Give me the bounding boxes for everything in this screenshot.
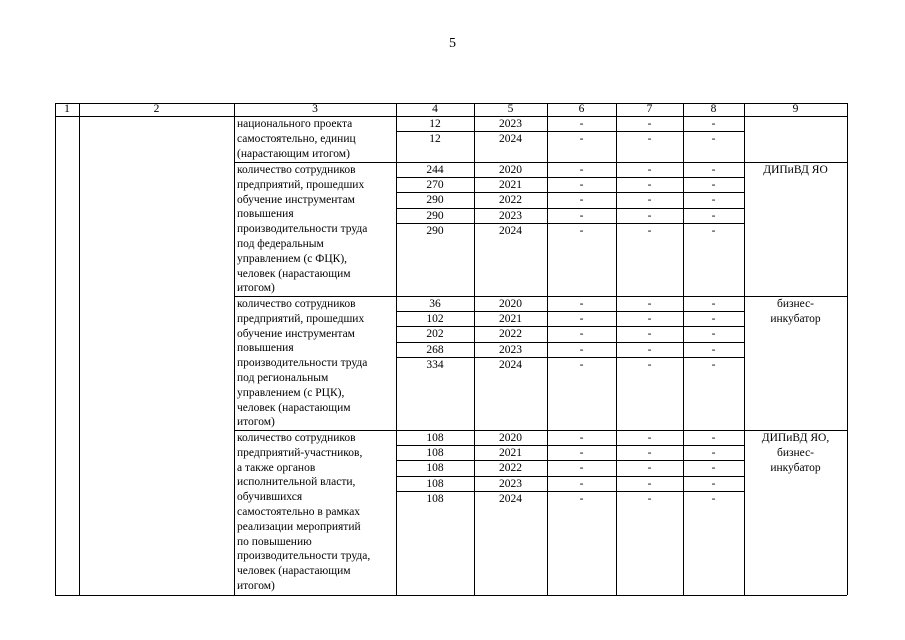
cell-c7: - — [647, 313, 652, 326]
indicator-text: повышения — [237, 342, 294, 355]
responsible-text: ДИПиВД ЯО — [763, 164, 828, 176]
indicator-text: человек (нарастающим — [237, 565, 351, 578]
cell-c8: - — [711, 432, 716, 444]
indicator-text: итогом) — [237, 282, 275, 295]
indicator-text: (нарастающим итогом) — [237, 147, 350, 160]
cell-c6: - — [579, 343, 584, 356]
indicator-text: под региональным — [237, 372, 329, 384]
cell-c7: - — [647, 328, 652, 341]
cell-c8: - — [711, 298, 716, 310]
cell-c8: - — [711, 343, 716, 356]
cell-value: 108 — [426, 462, 444, 475]
table-bottom-rule — [55, 595, 847, 596]
cell-year: 2022 — [499, 194, 522, 207]
cell-c7: - — [647, 358, 652, 371]
cell-c6: - — [579, 164, 584, 176]
cell-c8: - — [711, 313, 716, 326]
indicator-text: обучение инструментам — [237, 193, 355, 206]
header-cell: 7 — [646, 103, 653, 115]
cell-year: 2022 — [499, 328, 522, 341]
cell-value: 202 — [426, 328, 444, 341]
indicator-text: управлением (с РЦК), — [237, 386, 345, 399]
cell-c8: - — [711, 477, 716, 490]
cell-c6: - — [579, 432, 584, 444]
indicator-text: количество сотрудников — [237, 432, 356, 444]
cell-value: 244 — [426, 164, 444, 176]
header-cell: 1 — [64, 103, 70, 115]
cell-value: 36 — [429, 298, 441, 310]
header-cell: 8 — [710, 103, 717, 115]
indicator-text: обучившихся — [237, 491, 303, 504]
cell-c6: - — [579, 298, 584, 310]
responsible-text: бизнес- — [776, 298, 815, 310]
cell-c8: - — [711, 209, 716, 222]
header-cell: 3 — [312, 103, 318, 115]
indicator-text: самостоятельно, единиц — [237, 132, 356, 145]
cell-year: 2023 — [499, 343, 522, 356]
cell-value: 12 — [429, 133, 441, 146]
cell-c6: - — [579, 224, 584, 237]
indicator-text: исполнительной власти, — [237, 476, 356, 489]
cell-c8: - — [711, 328, 716, 341]
cell-c6: - — [579, 462, 584, 475]
indicator-text: производительности труда, — [237, 550, 371, 563]
cell-c7: - — [647, 194, 652, 207]
indicator-text: производительности труда — [237, 357, 368, 370]
indicator-text: самостоятельно в рамках — [237, 506, 361, 518]
indicator-text: национального проекта — [237, 118, 353, 130]
column-rule — [847, 103, 848, 595]
responsible-text: бизнес- — [776, 447, 815, 459]
header-cell: 5 — [507, 103, 514, 115]
responsible-text: инкубатор — [770, 462, 821, 474]
cell-year: 2023 — [499, 118, 522, 130]
cell-value: 108 — [426, 432, 444, 444]
cell-value: 108 — [426, 477, 444, 490]
cell-c6: - — [579, 313, 584, 326]
cell-c8: - — [711, 118, 716, 130]
cell-value: 270 — [426, 179, 444, 192]
indicator-text: количество сотрудников — [237, 298, 356, 310]
cell-c7: - — [647, 179, 652, 192]
indicator-text: итогом) — [237, 580, 275, 592]
indicator-text: человек (нарастающим — [237, 401, 351, 414]
cell-year: 2020 — [499, 164, 522, 176]
indicator-text: производительности труда — [237, 223, 368, 236]
indicator-text: по повышению — [237, 535, 312, 548]
cell-c6: - — [579, 447, 584, 460]
cell-c6: - — [579, 179, 584, 192]
cell-c8: - — [711, 462, 716, 475]
cell-c6: - — [579, 477, 584, 490]
cell-c7: - — [647, 209, 652, 222]
cell-value: 290 — [426, 194, 444, 207]
cell-value: 102 — [426, 313, 444, 326]
cell-c7: - — [647, 224, 652, 237]
cell-c8: - — [711, 492, 716, 505]
indicator-text: обучение инструментам — [237, 327, 355, 340]
cell-year: 2022 — [499, 462, 522, 475]
cell-value: 12 — [429, 118, 441, 130]
cell-c7: - — [647, 492, 652, 505]
cell-year: 2020 — [499, 298, 522, 310]
cell-value: 108 — [426, 492, 444, 505]
page-number: 5 — [449, 36, 456, 51]
indicator-text: предприятий, прошедших — [237, 178, 365, 191]
indicator-text: количество сотрудников — [237, 164, 356, 176]
cell-year: 2024 — [499, 492, 522, 505]
header-cell: 6 — [578, 103, 585, 115]
responsible-text: инкубатор — [770, 313, 821, 325]
header-cell: 4 — [432, 103, 438, 115]
column-rule — [234, 103, 235, 595]
cell-year: 2020 — [499, 432, 522, 444]
cell-value: 334 — [426, 358, 444, 371]
cell-c6: - — [579, 194, 584, 207]
indicator-text: под федеральным — [237, 238, 324, 250]
cell-c8: - — [711, 194, 716, 207]
cell-value: 290 — [426, 224, 444, 237]
cell-c8: - — [711, 358, 716, 371]
cell-c7: - — [647, 164, 652, 176]
cell-year: 2021 — [499, 313, 522, 326]
indicator-text: повышения — [237, 208, 294, 221]
cell-year: 2021 — [499, 447, 522, 460]
cell-c8: - — [711, 224, 716, 237]
cell-year: 2024 — [499, 358, 522, 371]
cell-year: 2021 — [499, 179, 522, 192]
cell-c7: - — [647, 298, 652, 310]
cell-c8: - — [711, 447, 716, 460]
cell-c6: - — [579, 133, 584, 146]
cell-c6: - — [579, 209, 584, 222]
indicator-text: итогом) — [237, 416, 275, 429]
cell-c8: - — [711, 133, 716, 146]
cell-c7: - — [647, 343, 652, 356]
cell-c7: - — [647, 118, 652, 130]
column-rule — [79, 103, 80, 595]
header-cell: 9 — [792, 103, 799, 115]
header-cell: 2 — [153, 103, 160, 115]
cell-c6: - — [579, 358, 584, 371]
indicator-text: предприятий, прошедших — [237, 312, 365, 325]
cell-c6: - — [579, 328, 584, 341]
indicator-text: реализации мероприятий — [237, 520, 361, 533]
cell-c7: - — [647, 462, 652, 475]
indicator-text: человек (нарастающим — [237, 267, 351, 280]
indicator-text: управлением (с ФЦК), — [237, 252, 348, 265]
cell-year: 2023 — [499, 477, 522, 490]
column-rule — [55, 103, 56, 595]
cell-year: 2024 — [499, 133, 522, 146]
cell-c7: - — [647, 477, 652, 490]
cell-value: 290 — [426, 209, 444, 222]
cell-c6: - — [579, 492, 584, 505]
cell-year: 2023 — [499, 209, 522, 222]
responsible-text: ДИПиВД ЯО, — [761, 432, 830, 444]
cell-c8: - — [711, 179, 716, 192]
indicator-text: предприятий-участников, — [237, 446, 363, 459]
cell-c6: - — [579, 118, 584, 130]
cell-value: 108 — [426, 447, 444, 460]
cell-c7: - — [647, 432, 652, 444]
cell-year: 2024 — [499, 224, 522, 237]
cell-c8: - — [711, 164, 716, 176]
cell-c7: - — [647, 447, 652, 460]
indicator-text: а также органов — [237, 461, 316, 474]
cell-c7: - — [647, 133, 652, 146]
cell-value: 268 — [426, 343, 444, 356]
